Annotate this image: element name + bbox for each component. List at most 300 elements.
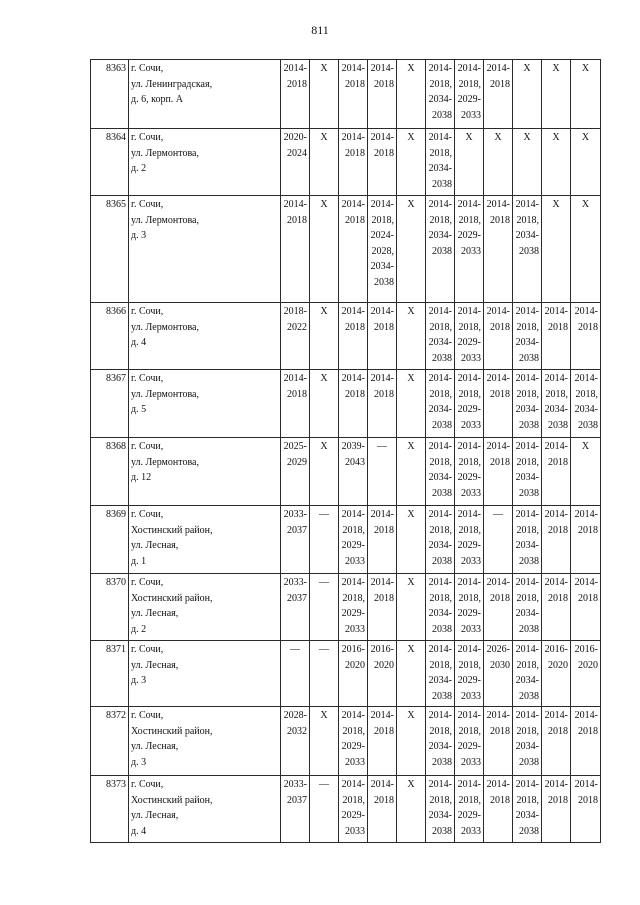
period-line: 2033 (345, 555, 365, 567)
period-cell (339, 438, 368, 506)
row-number-cell: 8368 (91, 438, 129, 506)
period-line: — (493, 509, 503, 520)
period-line: — (319, 644, 329, 655)
period-line: 2014- (544, 779, 568, 790)
period-line: 2038 (519, 555, 539, 567)
period-line: X (407, 577, 415, 588)
period-line: 2018 (578, 794, 598, 806)
period-line: 2018 (374, 592, 394, 604)
address-cell (129, 438, 281, 506)
period-line: 2014- (515, 710, 539, 721)
period-line: 2020- (283, 132, 307, 143)
period-line: 2018, (516, 388, 539, 400)
period-cell (339, 60, 368, 129)
period-line: 2018, (429, 794, 452, 806)
period-line: 2014- (515, 779, 539, 790)
period-line: 2018, (371, 214, 394, 226)
registry-table (90, 59, 601, 843)
period-cell (426, 438, 455, 506)
period-line: 2028- (283, 710, 307, 721)
period-line: 2018 (345, 214, 365, 226)
period-line: 2014- (515, 199, 539, 210)
period-line: X (320, 132, 328, 143)
period-line: 2033 (461, 756, 481, 768)
period-cell (571, 303, 601, 370)
period-cell (542, 129, 571, 196)
period-cell (339, 129, 368, 196)
table-row (91, 776, 601, 843)
address-line: ул. Ленинградская, (131, 78, 213, 90)
period-cell (513, 641, 542, 707)
period-line: 2014- (574, 779, 598, 790)
period-line: 2014- (574, 710, 598, 721)
period-line: 2038 (432, 487, 452, 499)
period-line: 2029 (287, 456, 307, 468)
address-cell (129, 129, 281, 196)
period-line: 2018, (516, 592, 539, 604)
period-line: 2018 (490, 725, 510, 737)
period-cell (339, 574, 368, 641)
period-cell (484, 60, 513, 129)
period-line: X (465, 132, 473, 143)
address-line: Хостинский район, (131, 794, 213, 806)
period-line: X (407, 306, 415, 317)
period-line: 2016- (370, 644, 394, 655)
period-line: 2033 (345, 756, 365, 768)
period-line: X (407, 710, 415, 721)
address-line: д. 3 (131, 675, 147, 686)
period-line: 2037 (287, 794, 307, 806)
period-line: 2014- (428, 577, 452, 588)
period-line: 2033- (283, 509, 307, 520)
period-line: 2018, (342, 592, 365, 604)
period-cell (426, 196, 455, 303)
period-line: 2014- (370, 710, 394, 721)
period-line: X (407, 441, 415, 452)
address-line: д. 2 (131, 623, 147, 635)
period-cell (397, 776, 426, 843)
period-line: 2038 (548, 419, 568, 431)
period-cell (455, 196, 484, 303)
period-cell (368, 574, 397, 641)
period-line: 2014- (544, 710, 568, 721)
period-line: 2018 (345, 78, 365, 90)
period-cell (484, 129, 513, 196)
period-line: 2034- (515, 675, 539, 686)
period-line: 2018, (342, 725, 365, 737)
address-line: г. Сочи, (131, 710, 164, 721)
period-line: 2034- (428, 741, 452, 752)
period-cell (310, 129, 339, 196)
period-cell (571, 776, 601, 843)
period-cell (426, 506, 455, 574)
row-number-cell: 8373 (91, 776, 129, 843)
period-line: 2034- (544, 404, 568, 415)
period-line: 2038 (432, 623, 452, 635)
period-line: 2018 (490, 214, 510, 226)
period-line: 2018, (458, 524, 481, 536)
period-line: 2018 (548, 592, 568, 604)
address-line: г. Сочи, (131, 63, 164, 74)
period-line: 2038 (519, 419, 539, 431)
period-cell (484, 641, 513, 707)
period-line: 2029- (341, 540, 365, 551)
period-line: X (523, 63, 531, 74)
period-line: 2029- (457, 810, 481, 821)
period-cell (310, 303, 339, 370)
period-line: 2029- (457, 337, 481, 348)
period-cell (397, 196, 426, 303)
period-line: X (552, 199, 560, 210)
period-cell (484, 370, 513, 438)
period-line: X (552, 63, 560, 74)
period-line: 2034- (515, 810, 539, 821)
period-line: 2018, (458, 725, 481, 737)
period-line: 2018 (548, 794, 568, 806)
period-cell (513, 438, 542, 506)
period-line: 2018, (458, 592, 481, 604)
period-line: 2033 (345, 623, 365, 635)
period-line: 2018, (429, 524, 452, 536)
period-line: X (581, 441, 590, 452)
period-line: 2014- (457, 306, 481, 317)
period-line: 2034- (515, 230, 539, 241)
period-cell (571, 641, 601, 707)
period-cell (368, 303, 397, 370)
period-cell (397, 370, 426, 438)
table-row (91, 641, 601, 707)
period-line: 2014- (370, 509, 394, 520)
period-cell (339, 196, 368, 303)
period-line: 2018, (429, 456, 452, 468)
period-line: 2038 (519, 756, 539, 768)
period-line: 2018, (516, 659, 539, 671)
period-line: 2038 (432, 690, 452, 702)
period-cell (455, 60, 484, 129)
period-line: X (320, 306, 328, 317)
period-line: 2014- (544, 509, 568, 520)
period-line: 2033 (461, 352, 481, 364)
period-line: 2033 (461, 109, 481, 121)
period-cell (310, 370, 339, 438)
period-line: 2014- (544, 306, 568, 317)
period-line: 2026- (486, 644, 510, 655)
period-line: 2038 (519, 487, 539, 499)
period-line: 2014- (544, 577, 568, 588)
period-line: 2014- (515, 644, 539, 655)
address-line: г. Сочи, (131, 577, 164, 588)
period-cell (310, 574, 339, 641)
address-line: д. 4 (131, 337, 147, 348)
registry-table-body (91, 60, 601, 843)
period-line: 2038 (432, 178, 452, 190)
row-number-cell: 8369 (91, 506, 129, 574)
period-line: 2018 (578, 321, 598, 333)
period-cell (542, 776, 571, 843)
period-line: 2018 (490, 794, 510, 806)
period-line: X (407, 373, 415, 384)
period-cell (571, 506, 601, 574)
period-line: 2038 (578, 419, 598, 431)
period-line: 2028, (371, 245, 394, 257)
period-line: 2034- (370, 261, 394, 272)
period-line: 2038 (519, 352, 539, 364)
period-line: 2018 (374, 524, 394, 536)
period-cell (368, 196, 397, 303)
period-line: 2018, (516, 725, 539, 737)
period-line: 2014- (370, 132, 394, 143)
period-cell (542, 506, 571, 574)
period-line: — (319, 509, 329, 520)
period-cell (339, 370, 368, 438)
period-line: 2014- (515, 509, 539, 520)
period-line: 2034- (428, 230, 452, 241)
period-line: 2038 (519, 825, 539, 837)
address-line: г. Сочи, (131, 306, 164, 317)
period-line: 2025- (283, 441, 307, 452)
period-cell (571, 370, 601, 438)
address-line: Хостинский район, (131, 524, 213, 536)
period-line: X (581, 63, 590, 74)
period-line: 2029- (341, 608, 365, 619)
period-cell (426, 707, 455, 776)
address-line: г. Сочи, (131, 644, 164, 655)
period-line: 2034- (428, 540, 452, 551)
period-line: 2018 (287, 78, 307, 90)
period-line: 2038 (519, 623, 539, 635)
period-cell (397, 506, 426, 574)
period-cell (281, 196, 310, 303)
period-line: 2018 (287, 388, 307, 400)
period-cell (571, 129, 601, 196)
period-cell (310, 438, 339, 506)
period-line: 2018, (458, 794, 481, 806)
period-line: X (320, 710, 328, 721)
period-line: 2034- (515, 472, 539, 483)
period-line: 2020 (578, 659, 598, 671)
period-cell (368, 370, 397, 438)
period-cell (397, 303, 426, 370)
period-line: 2033 (461, 690, 481, 702)
period-line: 2014- (370, 199, 394, 210)
period-cell (281, 574, 310, 641)
address-line: г. Сочи, (131, 509, 164, 520)
period-line: 2014- (574, 306, 598, 317)
period-line: 2018, (342, 524, 365, 536)
period-line: 2018 (374, 388, 394, 400)
period-line: 2018 (374, 147, 394, 159)
period-line: 2014- (515, 373, 539, 384)
period-line: 2018, (458, 456, 481, 468)
period-cell (426, 303, 455, 370)
period-cell (513, 60, 542, 129)
period-line: 2018, (429, 388, 452, 400)
period-line: X (407, 509, 415, 520)
period-line: 2018 (374, 321, 394, 333)
address-line: д. 6, корп. А (131, 94, 184, 105)
period-line: 2033 (461, 487, 481, 499)
period-line: 2018, (458, 388, 481, 400)
row-number-cell: 8367 (91, 370, 129, 438)
period-cell (513, 707, 542, 776)
address-line: ул. Лесная, (131, 540, 179, 551)
period-cell (281, 506, 310, 574)
period-cell (368, 506, 397, 574)
period-line: 2014- (428, 199, 452, 210)
period-line: 2014- (428, 441, 452, 452)
period-cell (281, 641, 310, 707)
period-line: 2018, (429, 147, 452, 159)
period-line: 2038 (519, 690, 539, 702)
period-cell (310, 60, 339, 129)
period-cell (339, 641, 368, 707)
period-cell (339, 707, 368, 776)
period-line: 2014- (428, 306, 452, 317)
period-line: 2034- (574, 404, 598, 415)
period-line: 2038 (432, 825, 452, 837)
period-line: 2018, (429, 321, 452, 333)
period-line: 2018 (374, 794, 394, 806)
period-cell (484, 506, 513, 574)
period-cell (281, 438, 310, 506)
period-line: 2014- (370, 577, 394, 588)
period-line: 2038 (432, 109, 452, 121)
period-cell (455, 129, 484, 196)
period-line: 2018, (545, 388, 568, 400)
period-line: 2014- (283, 199, 307, 210)
period-cell (484, 776, 513, 843)
period-line: — (319, 577, 329, 588)
period-line: 2014- (457, 63, 481, 74)
period-line: 2034- (428, 94, 452, 105)
period-line: 2018, (429, 592, 452, 604)
period-cell (455, 574, 484, 641)
row-number-cell: 8371 (91, 641, 129, 707)
period-cell (310, 776, 339, 843)
period-line: 2033 (461, 825, 481, 837)
period-line: 2014- (341, 710, 365, 721)
period-line: 2018, (516, 321, 539, 333)
period-line: 2018, (429, 725, 452, 737)
address-line: ул. Лесная, (131, 810, 179, 821)
period-line: 2014- (457, 710, 481, 721)
period-line: 2014- (428, 132, 452, 143)
period-cell (571, 60, 601, 129)
period-line: 2020 (548, 659, 568, 671)
period-line: 2014- (457, 199, 481, 210)
period-line: 2038 (374, 276, 394, 288)
period-line: 2018 (548, 456, 568, 468)
period-line: 2014- (341, 132, 365, 143)
period-line: 2018, (516, 214, 539, 226)
period-line: 2014- (515, 441, 539, 452)
period-line: 2014- (283, 373, 307, 384)
period-cell (368, 707, 397, 776)
period-line: 2033 (345, 825, 365, 837)
period-line: 2018- (283, 306, 307, 317)
period-line: X (407, 63, 415, 74)
period-cell (455, 303, 484, 370)
period-line: 2014- (341, 306, 365, 317)
address-cell (129, 196, 281, 303)
period-line: 2033 (461, 419, 481, 431)
period-line: 2038 (432, 245, 452, 257)
period-line: X (320, 441, 328, 452)
address-cell (129, 370, 281, 438)
period-line: 2034- (515, 337, 539, 348)
address-line: Хостинский район, (131, 725, 213, 737)
address-line: ул. Лермонтова, (131, 388, 199, 400)
address-line: г. Сочи, (131, 779, 164, 790)
period-line: 2039- (341, 441, 365, 452)
period-cell (542, 60, 571, 129)
period-cell (310, 707, 339, 776)
period-line: 2014- (457, 779, 481, 790)
row-number-cell: 8365 (91, 196, 129, 303)
period-line: 2034- (515, 404, 539, 415)
address-cell (129, 60, 281, 129)
period-line: 2018 (548, 524, 568, 536)
period-line: 2014- (428, 710, 452, 721)
address-line: ул. Лермонтова, (131, 456, 199, 468)
period-cell (513, 574, 542, 641)
period-line: 2014- (486, 577, 510, 588)
period-line: 2014- (428, 644, 452, 655)
period-cell (368, 60, 397, 129)
period-cell (426, 370, 455, 438)
period-cell (310, 196, 339, 303)
period-cell (542, 303, 571, 370)
period-cell (484, 303, 513, 370)
address-cell (129, 776, 281, 843)
period-cell (542, 370, 571, 438)
period-line: 2014- (544, 441, 568, 452)
row-number-cell: 8372 (91, 707, 129, 776)
period-cell (455, 506, 484, 574)
period-line: 2029- (457, 675, 481, 686)
period-line: 2018 (374, 78, 394, 90)
period-line: 2014- (370, 63, 394, 74)
period-line: 2014- (486, 63, 510, 74)
period-cell (542, 438, 571, 506)
period-line: 2034- (515, 741, 539, 752)
period-line: 2014- (341, 63, 365, 74)
period-line: 2029- (457, 608, 481, 619)
period-cell (281, 129, 310, 196)
period-cell (426, 129, 455, 196)
period-line: 2038 (519, 245, 539, 257)
period-cell (455, 438, 484, 506)
page-number: 811 (311, 23, 329, 37)
period-line: X (581, 132, 590, 143)
period-line: 2022 (287, 321, 307, 333)
period-cell (513, 370, 542, 438)
period-line: 2038 (432, 352, 452, 364)
period-line: 2014- (341, 779, 365, 790)
period-cell (339, 506, 368, 574)
period-line: 2018, (458, 321, 481, 333)
address-line: Хостинский район, (131, 592, 213, 604)
period-cell (542, 574, 571, 641)
period-cell (368, 438, 397, 506)
period-cell (571, 707, 601, 776)
period-line: 2018 (548, 321, 568, 333)
period-cell (281, 60, 310, 129)
period-line: 2034- (428, 608, 452, 619)
period-line: X (320, 199, 328, 210)
table-row (91, 196, 601, 303)
period-line: 2014- (341, 577, 365, 588)
